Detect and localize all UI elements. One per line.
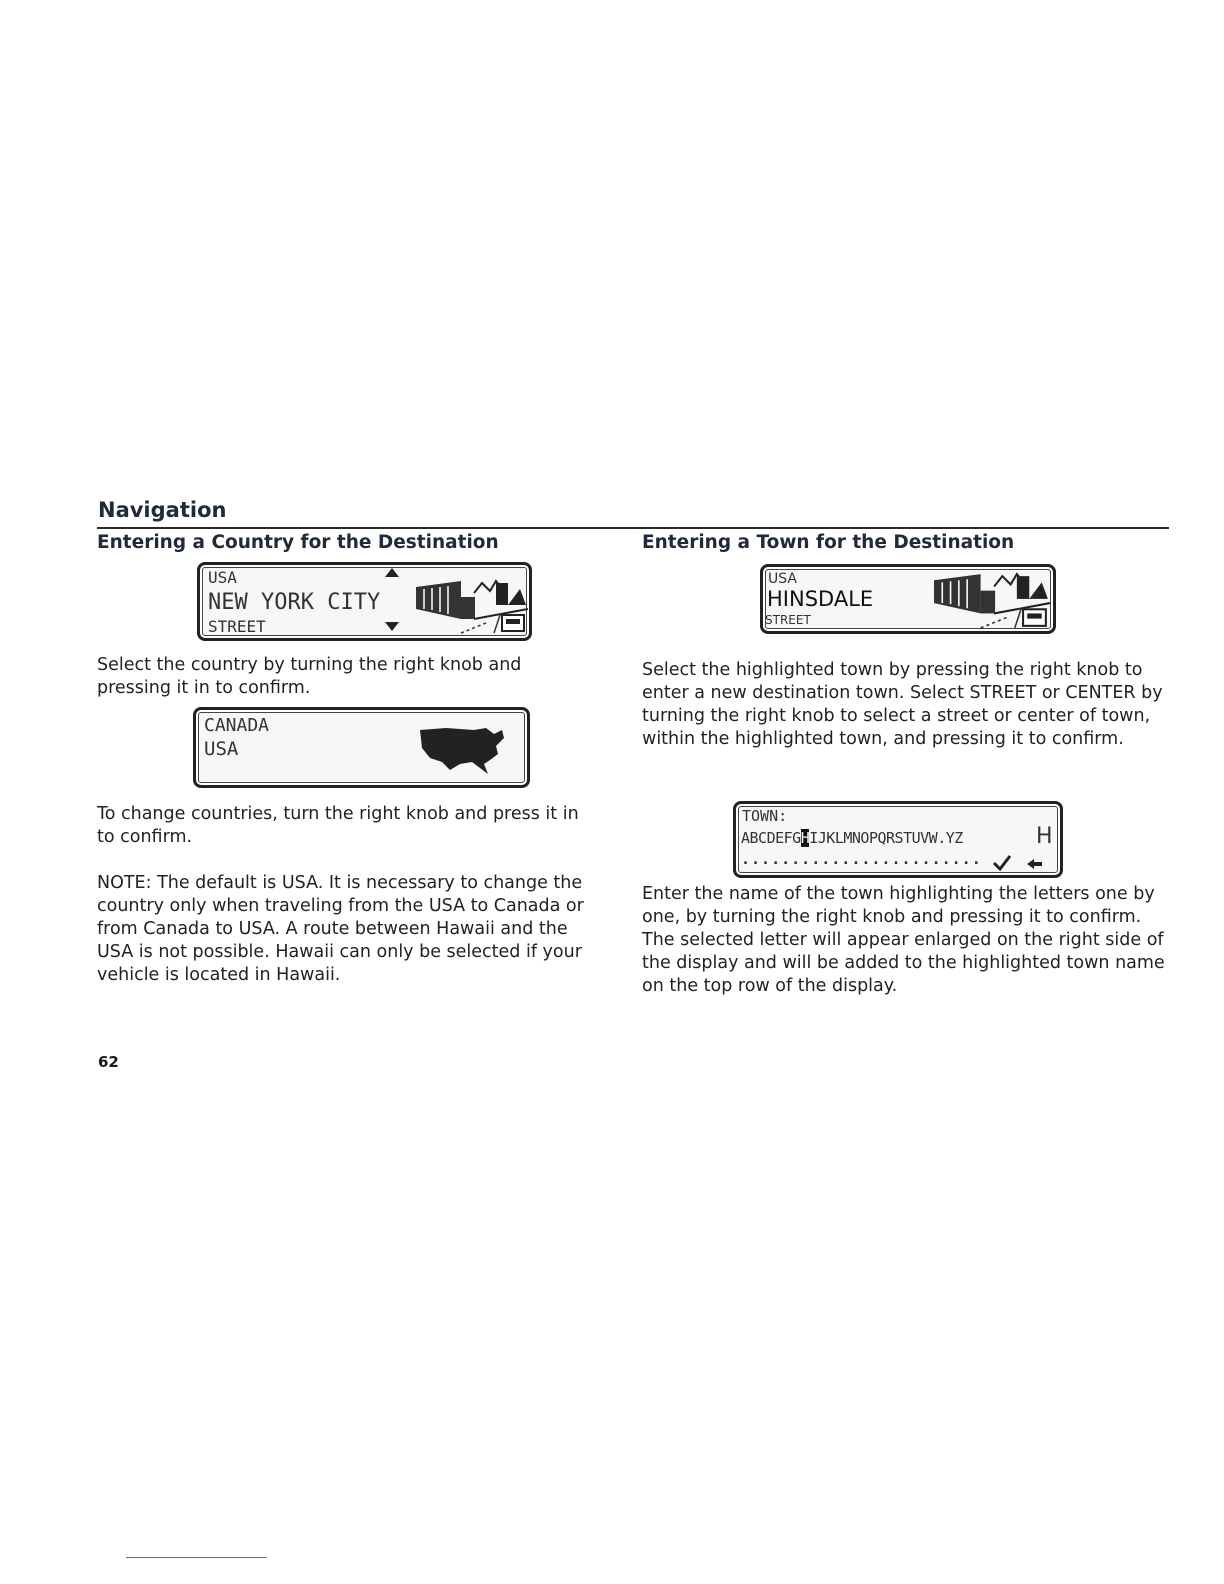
usa-map-icon	[416, 724, 508, 776]
bottom-link-line	[126, 1557, 267, 1558]
country-display-nyc	[197, 562, 532, 641]
lcd-town-label: TOWN:	[742, 807, 788, 825]
lcd-option-usa: USA	[204, 738, 239, 760]
lcd-dots-row: ........................	[741, 850, 982, 868]
lcd-row-street: STREET	[765, 613, 811, 627]
lcd-alphabet-row	[741, 829, 963, 847]
right-paragraph-select-town: Select the highlighted town by pressing the right knob to enter a new destination town. Select STREET or CENTER by turning the right knob to select a street or center of town, within the highlighted town, and pressing it to confirm.	[642, 660, 1163, 749]
city-street-icon	[933, 572, 1051, 630]
section-title: Navigation	[98, 498, 227, 522]
lcd-row-country: USA	[768, 571, 797, 587]
country-display-list	[193, 707, 530, 788]
lcd-row-country: USA	[208, 568, 237, 587]
left-paragraph-select-country: Select the country by turning the right knob and pressing it in to confirm.	[97, 655, 522, 698]
highlighted-letter: H	[800, 829, 810, 847]
left-paragraph-change-countries: To change countries, turn the right knob and press it in to confirm.	[97, 804, 579, 847]
checkmark-icon	[992, 854, 1012, 872]
page-number: 62	[98, 1053, 119, 1071]
lcd-option-canada: CANADA	[204, 715, 270, 736]
lcd-row-town: HINSDALE	[767, 587, 874, 611]
right-heading: Entering a Town for the Destination	[642, 532, 1015, 553]
alphabet-after: IJKLMNOPQRSTUVW.YZ	[809, 829, 963, 847]
lcd-row-street: STREET	[208, 617, 266, 636]
town-entry-display	[733, 801, 1063, 878]
left-note: NOTE: The default is USA. It is necessary to change the country only when traveling from the USA to Canada or from Canada to USA. A route between Hawaii and the USA is not possible. Hawaii can only be selected if your vehicle is located in Hawaii.	[97, 873, 584, 985]
left-heading: Entering a Country for the Destination	[97, 532, 499, 553]
back-arrow-icon	[1026, 858, 1044, 870]
header-rule	[97, 527, 1169, 529]
town-display-hinsdale	[760, 564, 1056, 634]
right-paragraph-enter-name: Enter the name of the town highlighting the letters one by one, by turning the right knob and pressing it to confirm. The selected letter will appear enlarged on the right side of the display and will be added to the highlighted town name on the top row of the display.	[642, 884, 1165, 996]
lcd-row-town: NEW YORK CITY	[208, 590, 381, 615]
down-arrow-icon	[384, 620, 400, 632]
up-arrow-icon	[384, 567, 400, 579]
alphabet-before: ABCDEFG	[741, 829, 801, 847]
enlarged-letter: H	[1036, 824, 1053, 849]
city-street-icon	[416, 579, 528, 635]
